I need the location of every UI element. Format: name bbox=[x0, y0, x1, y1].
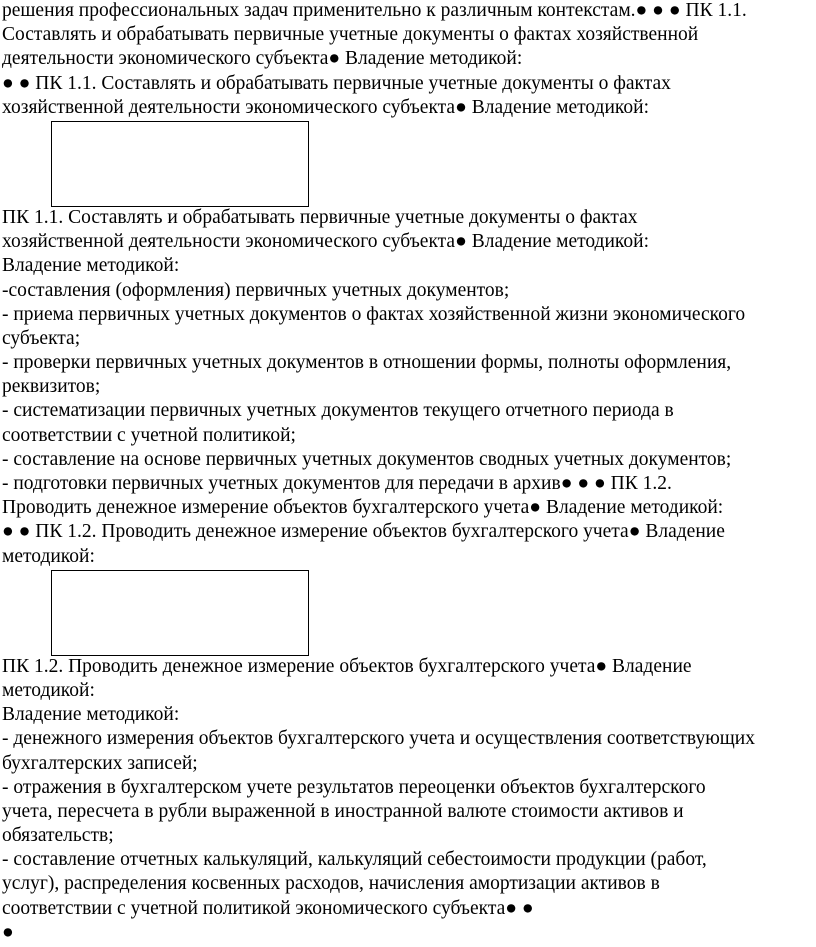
text-line: обязательств; bbox=[2, 825, 114, 847]
text-line: ● ● ПК 1.1. Составлять и обрабатывать первичные учетные документы о фактах bbox=[2, 72, 671, 94]
text-line: хозяйственной деятельности экономического субъекта● Владение методикой: bbox=[2, 231, 650, 253]
document-body bbox=[2, 0, 814, 945]
text-line: решения профессиональных задач применительно к различным контекстам.● ● ● ПК 1.1. bbox=[2, 0, 747, 21]
text-line: методикой: bbox=[2, 679, 95, 701]
text-line: - подготовки первичных учетных документов для передачи в архив● ● ● ПК 1.2. bbox=[2, 473, 672, 494]
image-placeholder-2 bbox=[51, 570, 309, 656]
text-line: ● bbox=[2, 921, 14, 943]
text-line: - проверки первичных учетных документов в отношении формы, полноты оформления, bbox=[2, 352, 732, 374]
text-line: - отражения в бухгалтерском учете результатов переоценки объектов бухгалтерского bbox=[2, 776, 706, 798]
text-line: - денежного измерения объектов бухгалтерского учета и осуществления соответствующих bbox=[2, 728, 755, 750]
text-line: соответствии с учетной политикой экономического субъекта● ● bbox=[2, 897, 534, 919]
text-line: реквизитов; bbox=[2, 376, 101, 398]
text-line: - систематизации первичных учетных документов текущего отчетного периода в bbox=[2, 400, 674, 422]
text-line: услуг), распределения косвенных расходов, начисления амортизации активов в bbox=[2, 873, 660, 895]
text-line: хозяйственной деятельности экономического субъекта● Владение методикой: bbox=[2, 96, 650, 118]
text-line: Составлять и обрабатывать первичные учетные документы о фактах хозяйственной bbox=[2, 24, 699, 46]
text-line: Проводить денежное измерение объектов бухгалтерского учета● Владение методикой: bbox=[2, 497, 724, 519]
text-line: - приема первичных учетных документов о фактах хозяйственной жизни экономического bbox=[2, 303, 746, 325]
text-line: учета, пересчета в рубли выраженной в иностранной валюте стоимости активов и bbox=[2, 800, 684, 822]
text-line: - составление на основе первичных учетных документов сводных учетных документов; bbox=[2, 448, 732, 470]
text-line: Владение методикой: bbox=[2, 704, 180, 726]
text-line: - составление отчетных калькуляций, калькуляций себестоимости продукции (работ, bbox=[2, 849, 707, 871]
text-line: деятельности экономического субъекта● Владение методикой: bbox=[2, 48, 523, 70]
image-placeholder-1 bbox=[51, 121, 309, 207]
text-line: методикой: bbox=[2, 545, 95, 567]
text-line: ● ● ПК 1.2. Проводить денежное измерение объектов бухгалтерского учета● Владение bbox=[2, 521, 725, 543]
text-line: Владение методикой: bbox=[2, 255, 180, 277]
text-line: субъекта; bbox=[2, 327, 81, 349]
text-line: ПК 1.1. Составлять и обрабатывать первичные учетные документы о фактах bbox=[2, 206, 638, 228]
text-line: ПК 1.2. Проводить денежное измерение объектов бухгалтерского учета● Владение bbox=[2, 655, 692, 677]
text-line: соответствии с учетной политикой; bbox=[2, 424, 296, 446]
text-line: -составления (оформления) первичных учетных документов; bbox=[2, 279, 510, 301]
text-line: бухгалтерских записей; bbox=[2, 752, 198, 774]
